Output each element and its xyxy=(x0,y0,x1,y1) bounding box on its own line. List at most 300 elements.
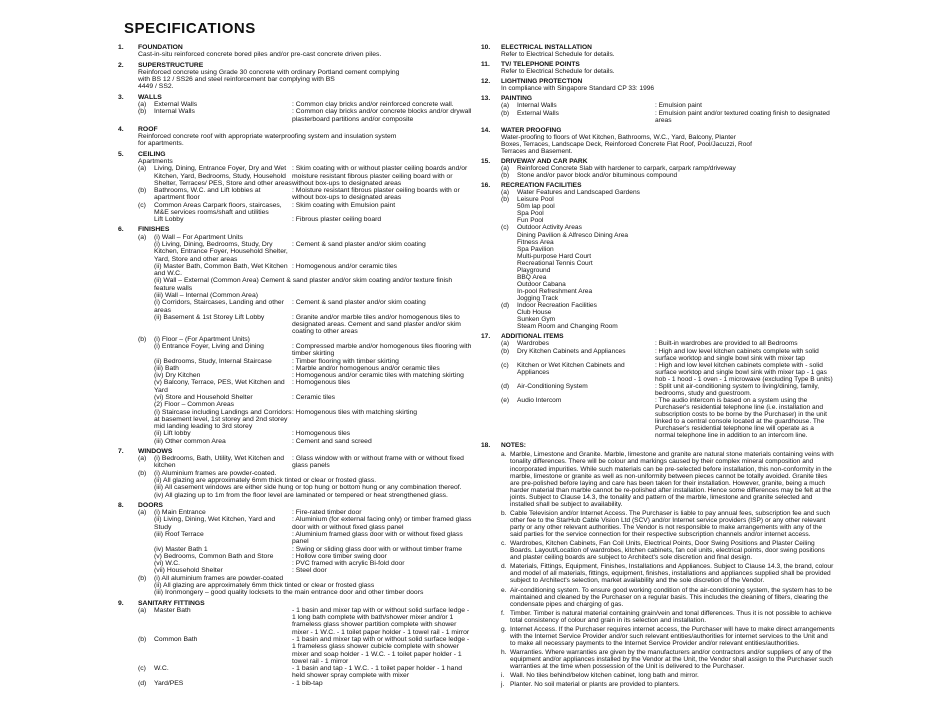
row-detail: : Marble and/or homogenous and/or ceramic tiles xyxy=(292,364,440,372)
row-marker xyxy=(138,409,154,431)
row-marker xyxy=(138,299,154,314)
spec-row xyxy=(138,277,474,292)
row-label: (iii) Wall – Internal (Common Area) xyxy=(154,292,258,299)
row-marker xyxy=(138,553,154,560)
spec-row xyxy=(138,336,474,343)
row-label: (iii) Roof Terrace xyxy=(154,531,204,538)
note-text: Wall. No tiles behind/below kitchen cabinet, long bath and mirror. xyxy=(510,672,699,680)
spec-row xyxy=(501,309,835,316)
note-marker: f. xyxy=(501,609,505,617)
row-marker: (c) xyxy=(138,201,146,209)
spec-row xyxy=(501,302,835,309)
row-marker xyxy=(501,203,517,210)
row-detail: : Emulsion paint and/or textured coating finish to designated areas xyxy=(655,109,830,124)
row-detail: : Moisture resistant fibrous plaster ceiling boards with or without box-ups to designated areas xyxy=(292,187,460,202)
row-marker xyxy=(501,309,517,316)
row-label: (iii) Bath xyxy=(154,364,179,372)
row-marker: (a) xyxy=(138,233,147,241)
row-detail: : Cement & sand plaster and/or skim coating xyxy=(292,299,426,307)
spec-section xyxy=(118,62,474,91)
spec-row xyxy=(501,323,835,330)
row-detail: : Homogenous and/or ceramic tiles xyxy=(292,262,398,270)
section-title: DRIVEWAY AND CAR PARK xyxy=(501,157,588,165)
spec-row xyxy=(138,314,474,336)
note-marker: d. xyxy=(501,563,507,571)
section-body xyxy=(118,509,474,596)
row-label: Living, Dining, Entrance Foyer, Dry and Wet Kitchen, Yard, Bedrooms, Study, Household Shelter, Terraces/ PES, Store and other areas xyxy=(154,165,292,187)
spec-row xyxy=(138,607,474,636)
note-marker: j. xyxy=(501,681,505,689)
section-text: Boxes, Terraces, Landscape Deck, Reinforced Concrete Flat Roof, Pool/Jacuzzi, Roof xyxy=(501,140,752,148)
spec-row xyxy=(138,560,474,567)
row-marker: (a) xyxy=(138,606,147,614)
row-label: Common Areas Carpark floors, staircases, M&E services rooms/shaft and utilities xyxy=(154,201,282,216)
spec-row xyxy=(138,202,474,217)
spec-section xyxy=(481,95,835,123)
section-body xyxy=(481,340,835,439)
note-marker: h. xyxy=(501,649,507,656)
row-label: Jogging Track xyxy=(517,295,559,303)
spec-row xyxy=(138,430,474,437)
row-marker: (d) xyxy=(138,679,147,687)
spec-row xyxy=(138,470,474,477)
spec-row xyxy=(501,232,835,239)
spec-row xyxy=(138,401,474,408)
spec-row xyxy=(501,246,835,253)
row-label: (vi) W.C. xyxy=(154,560,181,568)
row-detail: : Glass window with or without frame with or without fixed glass panels xyxy=(292,455,464,470)
row-detail: : Timber flooring with timber skirting xyxy=(292,357,399,365)
row-label: External Walls xyxy=(154,100,198,108)
spec-row xyxy=(138,292,474,299)
row-detail: : Emulsion paint xyxy=(655,102,702,110)
row-marker: (b) xyxy=(501,172,510,179)
row-label: (iv) All glazing up to 1m from the floor level are laminated or tempered or heat strengthened glass. xyxy=(154,491,448,499)
row-label: Air-Conditioning System xyxy=(517,382,588,390)
section-number: 6. xyxy=(118,226,124,234)
section-heading xyxy=(481,78,835,85)
section-text: Water-proofing to floors of Wet Kitchen, Bathrooms, W.C., Yard, Balcony, Planter xyxy=(501,133,736,141)
row-marker xyxy=(138,546,154,553)
row-label: Common Bath xyxy=(154,635,198,643)
row-marker xyxy=(501,246,517,253)
row-label: (vii) Household Shelter xyxy=(154,567,223,575)
section-text: Refer to Electrical Schedule for details. xyxy=(501,68,615,76)
row-detail: : Aluminium framed glass door with or without fixed glass panel xyxy=(292,531,463,546)
spec-section xyxy=(481,44,835,58)
section-body xyxy=(118,607,474,687)
row-label: Dining Pavilion & Alfresco Dining Area xyxy=(517,231,629,239)
row-detail: : Cement and sand screed xyxy=(292,437,372,445)
row-detail: - 1 bib-tap xyxy=(292,679,323,687)
section-body xyxy=(481,68,835,75)
note-text: Timber. Timber is natural material containing grain/vein and tonal differences. Thus it is not possible to achieve total consistency of colour and grain in its selection and installation. xyxy=(510,609,832,624)
section-number: 11. xyxy=(481,61,490,69)
note-item xyxy=(501,510,835,538)
spec-row xyxy=(138,372,474,379)
row-marker xyxy=(138,430,154,437)
note-item xyxy=(501,451,835,508)
spec-row xyxy=(138,531,474,546)
spec-row xyxy=(138,575,474,582)
spec-section xyxy=(481,78,835,92)
spec-row xyxy=(501,210,835,217)
spec-row xyxy=(138,299,474,314)
spec-row xyxy=(501,102,835,109)
row-detail: : Fibrous plaster ceiling board xyxy=(292,216,382,224)
spec-row xyxy=(138,492,474,499)
row-marker: (b) xyxy=(501,109,510,117)
row-label: BBQ Area xyxy=(517,273,547,281)
row-label: Sunken Gym xyxy=(517,316,556,324)
row-marker xyxy=(501,239,517,246)
row-marker xyxy=(501,316,517,323)
spec-row xyxy=(138,108,474,123)
row-marker xyxy=(138,277,154,292)
row-marker: (d) xyxy=(501,382,510,390)
spec-row xyxy=(138,546,474,553)
spec-row xyxy=(501,239,835,246)
spec-row xyxy=(501,110,835,124)
spec-row xyxy=(501,189,835,196)
row-detail: : Cement & sand plaster and/or skim coating xyxy=(292,241,426,249)
section-title: ELECTRICAL INSTALLATION xyxy=(501,44,592,51)
note-item xyxy=(501,587,835,608)
row-label: (i) Aluminium frames are powder-coated. xyxy=(154,469,277,477)
row-detail: - 1 basin and tap - 1 W.C. - 1 toilet paper holder - 1 hand held shower spray complete with mixer xyxy=(292,665,463,680)
spec-row xyxy=(501,340,835,347)
row-detail: : Aluminium (for external facing only) or timber framed glass door with or without fixed glass panel xyxy=(292,516,472,531)
spec-row xyxy=(138,553,474,560)
section-title: TV/ TELEPHONE POINTS xyxy=(501,61,580,69)
section-body xyxy=(481,85,835,92)
spec-row xyxy=(138,241,474,263)
row-label: External Walls xyxy=(517,109,559,117)
row-label: (i) Staircase including Landings and Corridors at basement level, 1st storey and 2nd storey mid landing leading to 3rd storey xyxy=(154,408,292,431)
row-marker xyxy=(138,589,154,596)
row-detail: : Steel door xyxy=(292,567,327,575)
page-title: SPECIFICATIONS xyxy=(124,20,256,37)
section-heading xyxy=(118,226,474,233)
row-marker xyxy=(138,365,154,372)
section-number: 17. xyxy=(481,333,491,341)
section-body xyxy=(118,133,474,148)
row-marker xyxy=(138,484,154,491)
section-heading xyxy=(481,61,835,68)
spec-row xyxy=(138,567,474,574)
row-marker xyxy=(501,267,517,274)
spec-row xyxy=(138,263,474,278)
row-marker: (c) xyxy=(501,224,509,232)
spec-row xyxy=(501,274,835,281)
row-marker: (d) xyxy=(501,302,510,310)
row-label: (iii) All casement windows are either side hung or top hung or bottom hung or any combination thereof. xyxy=(154,484,462,492)
note-marker: e. xyxy=(501,586,507,594)
row-marker xyxy=(138,401,154,408)
row-marker: (b) xyxy=(501,196,510,204)
row-marker xyxy=(138,216,154,223)
row-label: (ii) Living, Dining, Wet Kitchen, Yard and Study xyxy=(154,516,276,531)
section-title: ADDITIONAL ITEMS xyxy=(501,333,564,341)
note-text: Air-conditioning system. To ensure good working condition of the air-conditioning system, the system has to be maintained and cleaned by the Purchaser on a regular basis. This includes the cleaning of filters, clearing the condensate pipes and charging of gas. xyxy=(510,586,833,608)
row-marker xyxy=(138,263,154,278)
note-text: Cable Television and/or Internet Access. The Purchaser is liable to pay annual fees, subscription fee and such other fee to the StarHub Cable Vision Ltd (SCV) and/or Internet service providers (ISP) or any other relevant party or any other relevant authorities. The Vendor is not responsible to make arrangements with any of the said parties for the service connection for their respective subscription channels and/or internet access. xyxy=(510,509,831,539)
row-marker xyxy=(501,281,517,288)
row-detail: : Skim coating with Emulsion paint xyxy=(292,201,396,209)
note-item xyxy=(501,563,835,584)
row-marker: (a) xyxy=(501,340,510,348)
row-marker xyxy=(138,241,154,263)
section-title: LIGHTNING PROTECTION xyxy=(501,78,583,86)
section-text: for apartments. xyxy=(138,140,184,148)
spec-row xyxy=(138,509,474,516)
left-column xyxy=(118,44,474,690)
spec-row xyxy=(138,165,474,187)
note-item xyxy=(501,649,835,670)
section-heading xyxy=(118,62,474,69)
row-label: Audio Intercom xyxy=(517,396,562,404)
section-title: ROOF xyxy=(138,125,158,133)
section-number: 9. xyxy=(118,599,124,607)
row-label: (i) Floor – (For Apartment Units) xyxy=(154,335,250,343)
note-text: Wardrobes, Kitchen Cabinets, Fan Coil Units, Electrical Points, Door Swing Positions and Plaster Ceiling Boards. Layout/Location of wardrobes, kitchen cabinets, fan coil units, electrical points, door swing positions and plaster ceiling boards are subject to Architect's sole discretion and final design. xyxy=(510,540,825,562)
section-heading xyxy=(481,44,835,51)
spec-row xyxy=(138,680,474,687)
spec-row xyxy=(501,281,835,288)
row-marker: (b) xyxy=(138,187,147,195)
section-body xyxy=(481,451,835,688)
note-text: Materials, Fittings, Equipment, Finishes, Installations and Appliances. Subject to Clause 14.3, the brand, colour and model of all materials, fittings, equipment, finishes, installations and appliances supplied shall be provided subject to Architect's selection, market availability and the sole discretion of the Vendor. xyxy=(510,563,834,585)
spec-section xyxy=(118,126,474,148)
spec-row xyxy=(501,253,835,260)
row-label: Recreational Tennis Court xyxy=(517,259,593,267)
row-marker: (c) xyxy=(501,361,509,369)
row-label: Playground xyxy=(517,266,551,274)
row-marker: (a) xyxy=(501,189,510,197)
row-label: (vi) Store and Household Shelter xyxy=(154,393,253,401)
spec-row xyxy=(138,365,474,372)
row-label: Multi-purpose Hard Court xyxy=(517,252,592,260)
row-label: Outdoor Activity Areas xyxy=(517,224,582,232)
section-number: 7. xyxy=(118,447,124,455)
section-text: with BS 12 / SS26 and steel reinforcement bar complying with BS xyxy=(138,76,335,84)
row-label: (i) Main Entrance xyxy=(154,509,206,517)
row-marker: (a) xyxy=(501,102,510,110)
section-title: RECREATION FACILITIES xyxy=(501,182,582,190)
row-detail: : The audio intercom is based on a system using the Purchaser's residential telephone line (i.e. installation and subscription costs to be borne by the Purchaser) in the unit linked to a central console located at the guardhouse. The Purchaser's residential telephone line will operate as a normal telephone line in addition to an intercom line. xyxy=(655,396,827,440)
row-marker: (a) xyxy=(138,165,147,173)
row-marker: (e) xyxy=(501,396,510,404)
spec-section xyxy=(118,600,474,687)
section-body xyxy=(118,455,474,499)
section-body xyxy=(118,234,474,445)
spec-row xyxy=(138,409,474,431)
row-label: Bathrooms, W.C. and Lift lobbies at apartment floor xyxy=(154,187,261,202)
row-label: Internal Walls xyxy=(517,102,557,110)
row-marker xyxy=(501,274,517,281)
note-text: Marble, Limestone and Granite. Marble, limestone and granite are natural stone materials containing veins with tonality differences. There will be colour and markings caused by their complex mineral composition and incorporated impurities. While such materials can be pre-selected before installation, this non-conformity in the marble, limestone or granite as well as non-uniformity between pieces cannot be totally avoided. Granite tiles are pre-polished before laying and care has been taken for their installation. However, granite, being a much harder material than marble cannot be re-polished after installation. Hence some differences may be felt at the joints. Subject to Clause 14.3, the tonality and pattern of the marble, limestone and granite selected and installed shall be subject to availability. xyxy=(510,451,834,508)
row-marker xyxy=(138,567,154,574)
spec-section xyxy=(481,127,835,155)
spec-row xyxy=(501,295,835,302)
row-label: (i) Living, Dining, Bedrooms, Study, Dry Kitchen, Entrance Foyer, Household Shelter, Yard, Store and other areas xyxy=(154,241,288,263)
spec-section xyxy=(481,61,835,75)
row-label: Dry Kitchen Cabinets and Appliances xyxy=(517,347,626,355)
row-detail: : Split unit air-conditioning system to living/dining, family, bedrooms, study and guestroom. xyxy=(655,382,820,397)
spec-row xyxy=(501,165,835,172)
note-item xyxy=(501,626,835,647)
row-detail: : Swing or sliding glass door with or without timber frame xyxy=(292,545,462,553)
spec-section xyxy=(118,151,474,224)
section-text: Apartments xyxy=(138,157,173,165)
row-detail: : Built-in wardrobes are provided to all Bedrooms xyxy=(655,340,798,348)
note-marker: a. xyxy=(501,451,507,459)
note-marker: b. xyxy=(501,509,507,517)
row-marker xyxy=(501,210,517,217)
spec-row xyxy=(501,203,835,210)
row-label: (iv) Master Bath 1 xyxy=(154,545,208,553)
row-label: (i) Bedrooms, Bath, Utility, Wet Kitchen and kitchen xyxy=(154,455,285,470)
spec-section xyxy=(118,502,474,597)
row-label: Master Bath xyxy=(154,606,191,614)
row-detail: : Common clay bricks and/or concrete blocks and/or drywall plasterboard partitions and/or composite xyxy=(292,108,472,123)
spec-section xyxy=(118,226,474,444)
row-marker: (c) xyxy=(138,665,146,673)
spec-row xyxy=(138,343,474,358)
row-marker xyxy=(138,477,154,484)
spec-row xyxy=(138,582,474,589)
section-heading xyxy=(118,151,474,158)
spec-row xyxy=(138,636,474,665)
section-title: NOTES: xyxy=(501,442,526,450)
spec-row xyxy=(501,348,835,362)
row-label: Leisure Pool xyxy=(517,196,554,204)
section-body xyxy=(481,102,835,123)
spec-row xyxy=(138,234,474,241)
row-marker xyxy=(138,379,154,394)
section-body xyxy=(118,51,474,58)
row-detail: : Homogenous tiles xyxy=(292,379,351,387)
spec-section xyxy=(118,94,474,123)
note-item xyxy=(501,540,835,561)
section-title: WINDOWS xyxy=(138,447,173,455)
spec-section xyxy=(481,158,835,179)
row-marker xyxy=(138,394,154,401)
row-marker xyxy=(501,232,517,239)
row-marker: (b) xyxy=(138,108,147,116)
row-label: (ii) Wall – External (Common Area) Cement & sand plaster and/or skim coating and/or texture finish feature walls xyxy=(154,277,453,292)
spec-row xyxy=(501,316,835,323)
section-title: WALLS xyxy=(138,93,162,101)
section-number: 12. xyxy=(481,78,491,86)
row-label: (iii) Other common Area xyxy=(154,437,226,445)
row-label: Internal Walls xyxy=(154,108,195,116)
spec-row xyxy=(138,484,474,491)
note-marker: i. xyxy=(501,672,505,680)
section-number: 18. xyxy=(481,442,491,450)
spec-row xyxy=(138,216,474,223)
row-label: Stone and/or pavor block and/or bituminous compound xyxy=(517,172,678,179)
row-detail: - 1 basin and mixer tap with or without solid surface ledge - 1 frameless glass shower cubicle complete with shower mixer and soap holder - 1 W.C. - 1 toilet paper holder - 1 towel rail - 1 mirror xyxy=(292,635,470,665)
spec-row xyxy=(501,217,835,224)
row-marker xyxy=(501,295,517,302)
section-text: Reinforced concrete roof with appropriate waterproofing system and insulation system xyxy=(138,133,397,141)
row-label: Indoor Recreation Facilities xyxy=(517,302,597,310)
row-label: (ii) Lift lobby xyxy=(154,430,191,438)
note-text: Warranties. Where warranties are given by the manufacturers and/or contractors and/or suppliers of any of the equipment and/or appliances installed by the Vendor at the Unit, the Vendor shall assign to the Purchaser such warranties at the time when possession of the Unit is delivered to the Purchaser. xyxy=(510,649,833,671)
row-marker xyxy=(138,438,154,445)
note-text: Planter. No soil material or plants are provided to planters. xyxy=(510,681,680,689)
row-marker xyxy=(138,358,154,365)
row-detail: : Hollow core timber swing door xyxy=(292,552,387,560)
row-label: (v) Balcony, Terrace, PES, Wet Kitchen and Yard xyxy=(154,379,285,394)
spec-row xyxy=(138,187,474,202)
row-marker xyxy=(138,582,154,589)
section-body xyxy=(118,69,474,91)
row-label: Fun Pool xyxy=(517,217,544,225)
section-text: Cast-in-situ reinforced concrete bored piles and/or pre-cast concrete driven piles. xyxy=(138,51,382,59)
row-label: (iv) Dry Kitchen xyxy=(154,372,201,380)
section-body xyxy=(481,51,835,58)
section-number: 5. xyxy=(118,150,124,158)
spec-row xyxy=(501,172,835,179)
spec-row xyxy=(138,455,474,470)
section-title: PAINTING xyxy=(501,95,533,103)
section-body xyxy=(118,158,474,224)
note-item xyxy=(501,681,835,688)
spec-row xyxy=(138,101,474,108)
row-label: (i) Wall – For Apartment Units xyxy=(154,233,243,241)
spec-row xyxy=(501,288,835,295)
spec-row xyxy=(138,438,474,445)
section-heading xyxy=(118,44,474,51)
section-number: 13. xyxy=(481,95,491,103)
section-number: 8. xyxy=(118,501,124,509)
spec-row xyxy=(501,224,835,231)
row-label: W.C. xyxy=(154,665,169,673)
row-marker xyxy=(501,253,517,260)
row-marker: (b) xyxy=(138,574,147,582)
section-heading xyxy=(481,158,835,165)
section-text: Reinforced concrete using Grade 30 concrete with ordinary Portland cement complying xyxy=(138,68,400,76)
spec-row xyxy=(501,267,835,274)
row-label: (i) Corridors, Staircases, Landing and other areas xyxy=(154,299,284,314)
row-label: Club House xyxy=(517,309,552,317)
spec-row xyxy=(138,665,474,680)
row-label: Kitchen or Wet Kitchen Cabinets and Appliances xyxy=(517,361,625,376)
spec-row xyxy=(138,394,474,401)
row-label: 50m lap pool xyxy=(517,203,555,211)
row-detail: : PVC framed with acrylic Bi-fold door xyxy=(292,560,405,568)
section-heading xyxy=(118,126,474,133)
row-detail: : High and low level kitchen cabinets complete with solid surface worktop and single bowl sink with mixer tap xyxy=(655,347,819,362)
row-marker xyxy=(138,372,154,379)
row-label: Water Features and Landscaped Gardens xyxy=(517,189,640,197)
row-detail: : Compressed marble and/or homogenous tiles flooring with timber skirting xyxy=(292,342,472,358)
row-label: (i) Entrance Foyer, Living and Dining xyxy=(154,342,264,350)
row-marker xyxy=(138,531,154,546)
row-marker: (b) xyxy=(138,335,147,343)
row-label: Reinforced Concrete Slab with hardener to carpark, carpark ramp/driveway xyxy=(517,164,736,172)
row-marker xyxy=(501,288,517,295)
section-title: DOORS xyxy=(138,501,163,509)
section-number: 3. xyxy=(118,93,124,101)
section-heading xyxy=(118,600,474,607)
section-heading xyxy=(481,333,835,340)
section-title: WATER PROOFING xyxy=(501,126,562,134)
section-title: SANITARY FITTINGS xyxy=(138,599,205,607)
row-marker: (b) xyxy=(138,469,147,477)
